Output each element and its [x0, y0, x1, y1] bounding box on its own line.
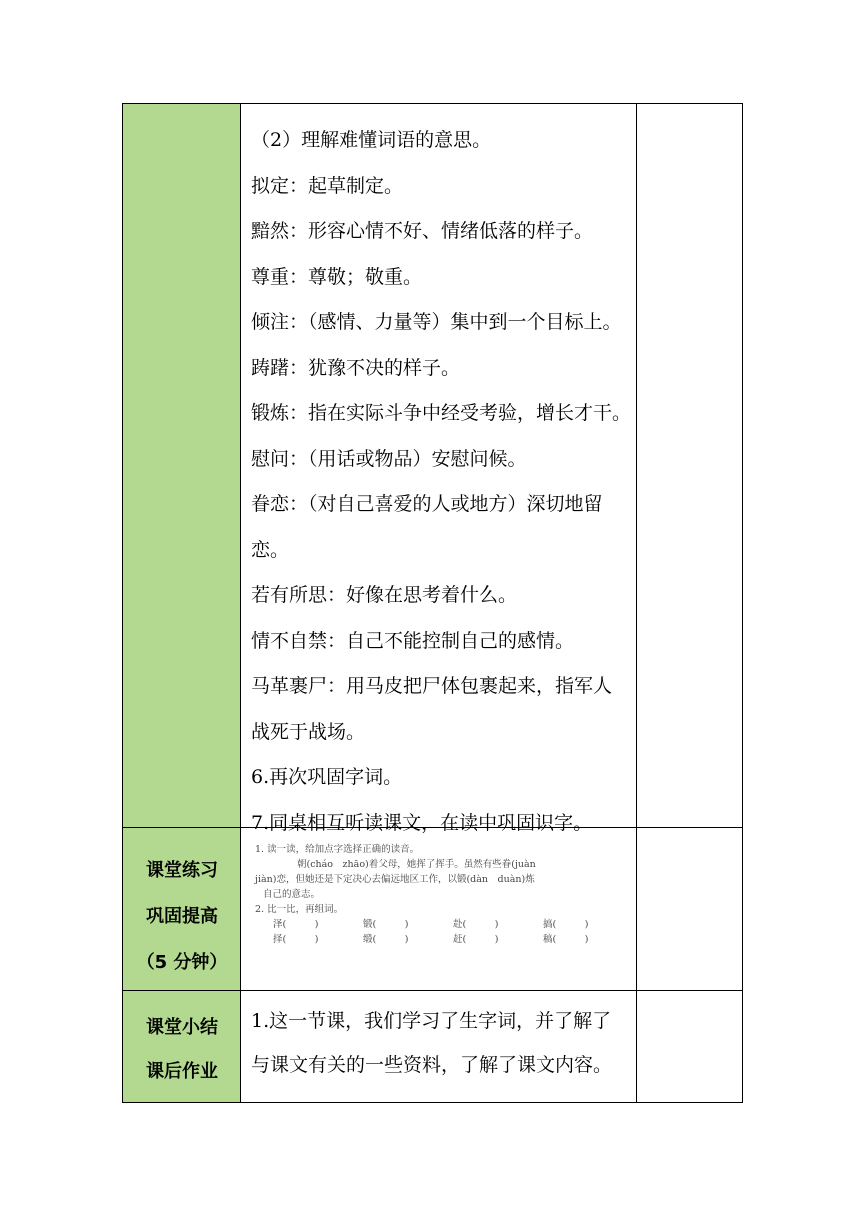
word-pair-item: 择( ) — [273, 934, 319, 945]
exercise-image — [255, 842, 635, 947]
label-line: 课堂练习 — [146, 860, 218, 881]
text-line: 尊重：尊敬；敬重。 — [251, 265, 423, 288]
text-line: 马革裹尸：用马皮把尸体包裹起来，指军人 — [251, 675, 613, 697]
word-compare-row — [255, 917, 635, 932]
label-line: 课后作业 — [146, 1061, 218, 1082]
text-line: 拟定：起草制定。 — [251, 174, 404, 197]
label-line: 课堂小结 — [146, 1017, 218, 1038]
text-line: 6.再次巩固字词。 — [251, 766, 403, 788]
word-pair-item: 泽( ) — [273, 919, 319, 930]
row2-notes-cell — [637, 828, 742, 991]
exercise-text: 自己的意志。 — [263, 889, 321, 900]
text-line: （2）理解难懂词语的意思。 — [251, 129, 492, 151]
word-pair-item: 缎( ) — [363, 934, 409, 945]
word-pair-item: 稿( ) — [543, 934, 589, 945]
row1-content-cell — [241, 104, 637, 834]
text-line: 恋。 — [251, 538, 290, 561]
summary-label — [123, 1006, 241, 1094]
text-line: 慰问：（用话或物品）安慰问候。 — [251, 447, 527, 470]
vocabulary-list — [241, 104, 636, 846]
row2-content-cell — [241, 828, 637, 991]
practice-label — [123, 848, 241, 986]
text-line: 7.同桌相互听读课文，在读中巩固识字。 — [251, 811, 593, 834]
row1-label-cell — [123, 104, 241, 828]
text-line: 战死于战场。 — [251, 720, 366, 743]
text-line: 黯然：形容心情不好、情绪低落的样子。 — [251, 220, 594, 242]
label-line: 巩固提高 — [146, 906, 218, 927]
text-line: 锻炼：指在实际斗争中经受考验，增长才干。 — [251, 402, 632, 424]
word-pair-item: 搞( ) — [543, 919, 589, 930]
text-line: 倾注：（感情、力量等）集中到一个目标上。 — [251, 311, 622, 333]
text-line: 眷恋：（对自己喜爱的人或地方）深切地留 — [251, 493, 603, 515]
text-line: 与课文有关的一些资料，了解了课文内容。 — [251, 1054, 613, 1076]
row1-notes-cell — [637, 104, 742, 828]
summary-text — [251, 999, 612, 1087]
lesson-table — [122, 103, 743, 1103]
word-compare-row — [255, 932, 635, 947]
text-line: 1.这一节课，我们学习了生字词，并了解了 — [251, 1010, 612, 1032]
word-pair-item: 锻( ) — [363, 919, 409, 930]
row3-content-cell — [241, 991, 637, 1102]
label-line: （5 分钟） — [136, 952, 228, 973]
word-pair-item: 赴( ) — [453, 919, 499, 930]
exercise-question: 1. 读一读，给加点字选择正确的读音。 — [255, 844, 420, 855]
text-line: 踌躇：犹豫不决的样子。 — [251, 356, 461, 379]
exercise-question: 2. 比一比，再组词。 — [255, 904, 344, 915]
text-line: 若有所思：好像在思考着什么。 — [251, 584, 518, 606]
word-pair-item: 赶( ) — [453, 934, 499, 945]
exercise-text: 朝(cháo zhāo)着父母，她挥了挥手。虽然有些眷(juàn — [297, 859, 536, 870]
text-line: 情不自禁：自己不能控制自己的感情。 — [251, 629, 575, 652]
exercise-text: jiàn)恋，但她还是下定决心去偏远地区工作，以锻(dàn duàn)炼 — [255, 874, 535, 885]
row3-notes-cell — [637, 991, 742, 1102]
